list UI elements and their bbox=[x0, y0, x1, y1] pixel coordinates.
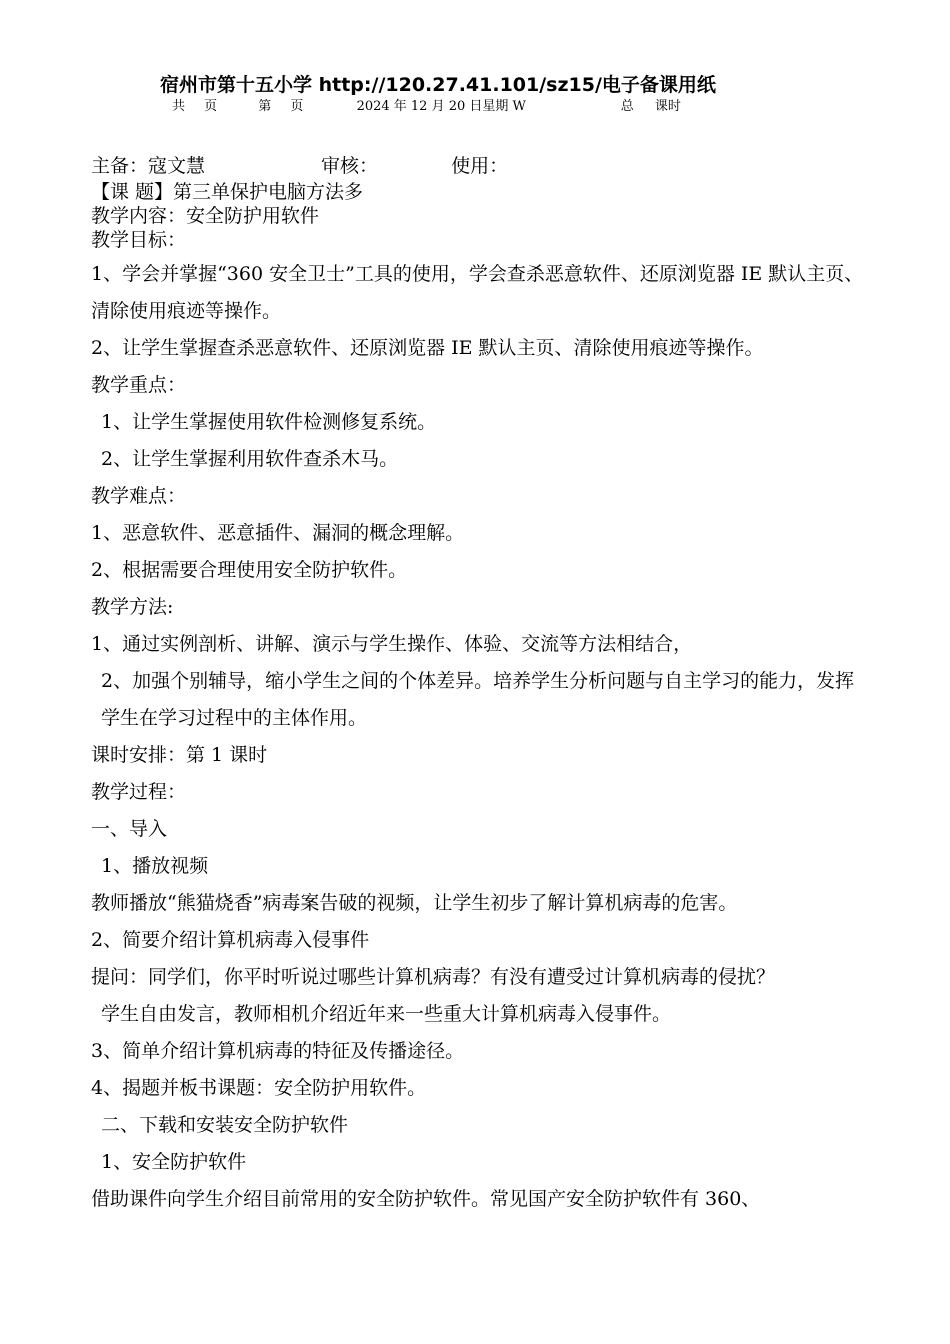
objective-1: 1、学会并掌握“360 安全卫士”工具的使用，学会查杀恶意软件、还原浏览器 IE 默认主页、清除使用痕迹等操作。 bbox=[91, 263, 864, 322]
meta-row bbox=[91, 152, 871, 180]
lesson-plan-body bbox=[91, 152, 871, 1218]
objectives-heading: 教学目标： bbox=[91, 229, 187, 251]
objective-2: 2、让学生掌握查杀恶意软件、还原浏览器 IE 默认主页、清除使用痕迹等操作。 bbox=[91, 337, 764, 359]
header-date: 2024 年 12 月 20 日星期 W bbox=[356, 99, 526, 114]
download-step-1-text: 借助课件向学生介绍目前常用的安全防护软件。常见国产安全防护软件有 360、 bbox=[91, 1188, 761, 1210]
key-point-1: 1、让学生掌握使用软件检测修复系统。 bbox=[101, 411, 437, 433]
header-gong: 共 bbox=[172, 99, 186, 114]
header-di: 第 bbox=[258, 99, 272, 114]
header-keshi: 课时 bbox=[654, 99, 681, 114]
meta-zhubei: 主备：寇文慧 bbox=[91, 155, 206, 177]
method-1: 1、通过实例剖析、讲解、演示与学生操作、体验、交流等方法相结合， bbox=[91, 633, 693, 655]
document-header-title: 宿州市第十五小学 http://120.27.41.101/sz15/电子备课用纸 bbox=[160, 74, 716, 96]
intro-step-2-text: 学生自由发言，教师相机介绍近年来一些重大计算机病毒入侵事件。 bbox=[101, 1003, 672, 1025]
difficulties-heading: 教学难点： bbox=[91, 485, 187, 507]
intro-step-4: 4、揭题并板书课题：安全防护用软件。 bbox=[91, 1077, 427, 1099]
intro-step-2-question: 提问：同学们，你平时听说过哪些计算机病毒？有没有遭受过计算机病毒的侵扰？ bbox=[91, 966, 776, 988]
document-header-subline bbox=[172, 95, 681, 114]
schedule: 课时安排：第 1 课时 bbox=[91, 744, 268, 766]
key-points-heading: 教学重点： bbox=[91, 374, 187, 396]
intro-step-2: 2、简要介绍计算机病毒入侵事件 bbox=[91, 929, 370, 951]
lesson-title: 【课 题】第三单保护电脑方法多 bbox=[91, 181, 364, 203]
meta-shiyong: 使用： bbox=[451, 155, 509, 177]
intro-step-1-text: 教师播放“熊猫烧香”病毒案告破的视频，让学生初步了解计算机病毒的危害。 bbox=[91, 892, 738, 914]
teaching-content: 教学内容：安全防护用软件 bbox=[91, 205, 320, 227]
method-2: 2、加强个别辅导，缩小学生之间的个体差异。培养学生分析问题与自主学习的能力，发挥学生在学习过程中的主体作用。 bbox=[101, 670, 855, 729]
key-point-2: 2、让学生掌握利用软件查杀木马。 bbox=[101, 448, 399, 470]
difficulty-2: 2、根据需要合理使用安全防护软件。 bbox=[91, 559, 408, 581]
section-intro: 一、导入 bbox=[91, 818, 168, 840]
difficulty-1: 1、恶意软件、恶意插件、漏洞的概念理解。 bbox=[91, 522, 465, 544]
header-ye-1: 页 bbox=[204, 99, 218, 114]
header-ye-2: 页 bbox=[290, 99, 304, 114]
header-zong: 总 bbox=[620, 99, 634, 114]
section-download: 二、下载和安装安全防护软件 bbox=[101, 1114, 349, 1136]
intro-step-3: 3、简单介绍计算机病毒的特征及传播途径。 bbox=[91, 1040, 465, 1062]
methods-heading: 教学方法: bbox=[91, 596, 174, 618]
meta-shenhe: 审核： bbox=[321, 155, 379, 177]
process-heading: 教学过程： bbox=[91, 781, 187, 803]
intro-step-1: 1、播放视频 bbox=[101, 855, 209, 877]
download-step-1: 1、安全防护软件 bbox=[101, 1151, 247, 1173]
